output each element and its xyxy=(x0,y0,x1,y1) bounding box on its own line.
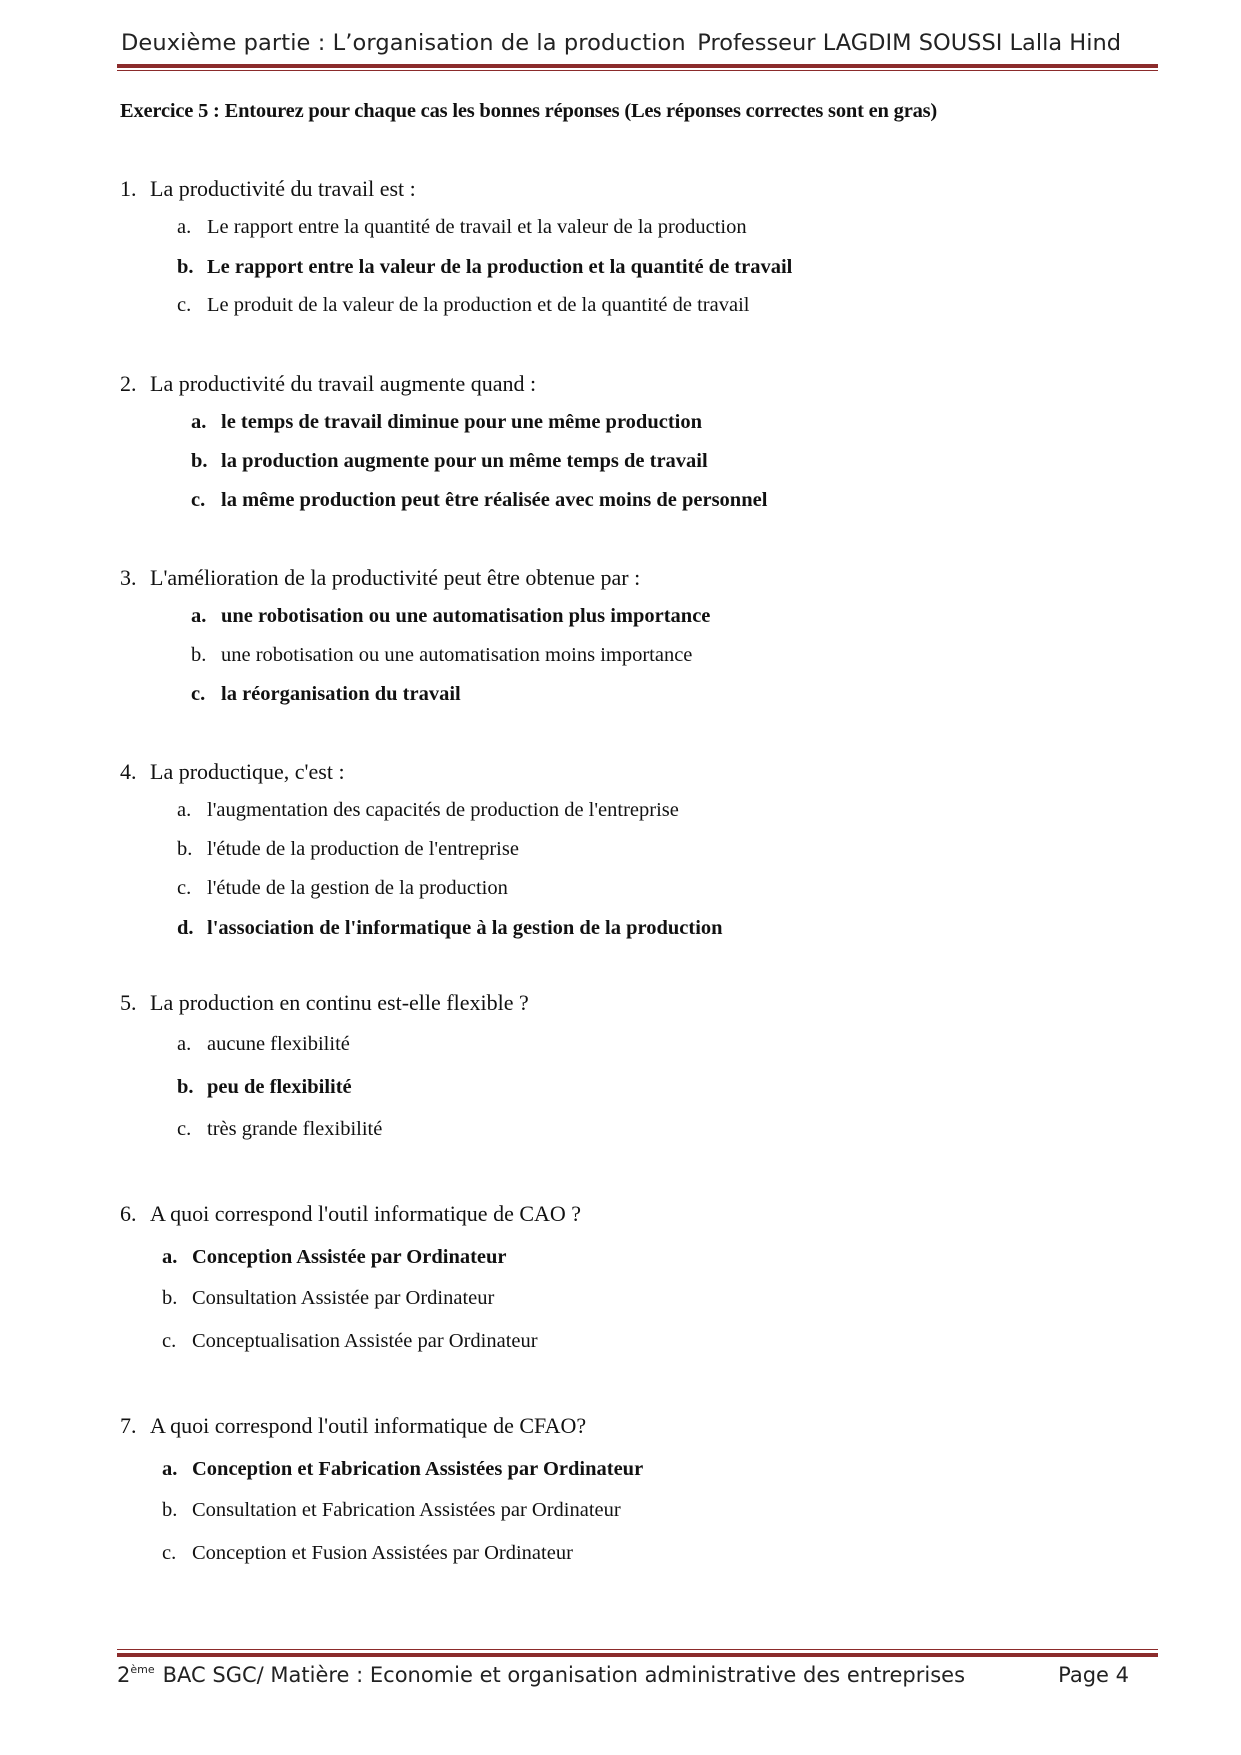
option-7c: c. Conception et Fusion Assistées par Ordinateur xyxy=(162,1542,573,1564)
footer-course: 2ème BAC SGC/ Matière : Economie et organisation administrative des entreprises xyxy=(117,1663,966,1687)
option-4b: b. l'étude de la production de l'entreprise xyxy=(177,838,519,860)
header-rule xyxy=(117,64,1158,68)
question-text: A quoi correspond l'outil informatique de CAO ? xyxy=(150,1201,582,1226)
option-5c: c. très grande flexibilité xyxy=(177,1118,383,1140)
option-1a: a. Le rapport entre la quantité de travail et la valeur de la production xyxy=(177,216,747,238)
option-1c: c. Le produit de la valeur de la production et de la quantité de travail xyxy=(177,294,750,316)
option-3c: c. la réorganisation du travail xyxy=(191,683,461,705)
question-4: 4. La productique, c'est : xyxy=(120,759,345,784)
header-author: Professeur LAGDIM SOUSSI Lalla Hind xyxy=(697,30,1121,56)
page-number: Page 4 xyxy=(1058,1663,1129,1687)
page-header xyxy=(121,30,1121,62)
option-6a: a. Conception Assistée par Ordinateur xyxy=(162,1246,507,1268)
option-6c: c. Conceptualisation Assistée par Ordinateur xyxy=(162,1330,538,1352)
option-4d: d. l'association de l'informatique à la gestion de la production xyxy=(177,917,723,939)
question-1: 1. La productivité du travail est : xyxy=(120,176,416,201)
question-text: L'amélioration de la productivité peut être obtenue par : xyxy=(150,565,641,590)
question-text: La productivité du travail augmente quand : xyxy=(150,371,537,396)
header-rule-thin xyxy=(117,70,1158,71)
option-7b: b. Consultation et Fabrication Assistées par Ordinateur xyxy=(162,1499,621,1521)
option-4c: c. l'étude de la gestion de la production xyxy=(177,877,508,899)
option-5b: b. peu de flexibilité xyxy=(177,1076,352,1098)
option-3b: b. une robotisation ou une automatisation moins importance xyxy=(191,644,693,666)
question-3: 3. L'amélioration de la productivité peut être obtenue par : xyxy=(120,565,641,590)
question-text: La production en continu est-elle flexible ? xyxy=(150,990,529,1015)
option-2b: b. la production augmente pour un même temps de travail xyxy=(191,450,708,472)
question-6: 6. A quoi correspond l'outil informatique de CAO ? xyxy=(120,1201,582,1226)
option-7a: a. Conception et Fabrication Assistées par Ordinateur xyxy=(162,1458,644,1480)
question-text: A quoi correspond l'outil informatique de CFAO? xyxy=(150,1413,587,1438)
option-3a: a. une robotisation ou une automatisation plus importance xyxy=(191,605,711,627)
page-footer xyxy=(117,1663,1129,1697)
option-1b: b. Le rapport entre la valeur de la production et la quantité de travail xyxy=(177,256,793,278)
question-2: 2. La productivité du travail augmente quand : xyxy=(120,371,537,396)
footer-rule-thin xyxy=(117,1649,1158,1650)
footer-rule xyxy=(117,1653,1158,1657)
option-6b: b. Consultation Assistée par Ordinateur xyxy=(162,1287,495,1309)
option-5a: a. aucune flexibilité xyxy=(177,1033,350,1055)
question-5: 5. La production en continu est-elle flexible ? xyxy=(120,990,529,1015)
question-7: 7. A quoi correspond l'outil informatique de CFAO? xyxy=(120,1413,587,1438)
option-2c: c. la même production peut être réalisée avec moins de personnel xyxy=(191,489,768,511)
question-text: La productique, c'est : xyxy=(150,759,345,784)
header-chapter-title: Deuxième partie : L’organisation de la production xyxy=(121,30,686,56)
exercise-title: Exercice 5 : Entourez pour chaque cas les bonnes réponses (Les réponses correctes sont en gras) xyxy=(120,100,938,122)
question-text: La productivité du travail est : xyxy=(150,176,416,201)
option-4a: a. l'augmentation des capacités de production de l'entreprise xyxy=(177,799,679,821)
option-2a: a. le temps de travail diminue pour une même production xyxy=(191,411,702,433)
